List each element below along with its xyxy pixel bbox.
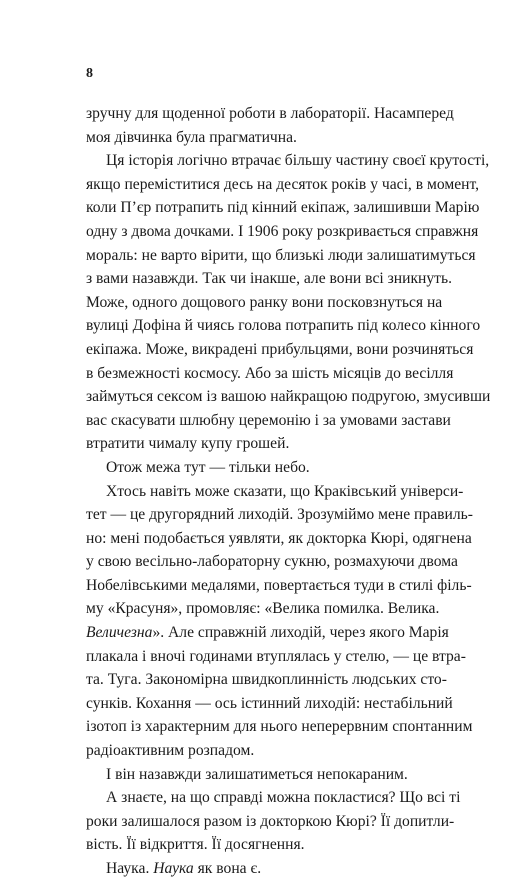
- text-line: зручну для щоденної роботи в лабораторії. Насамперед: [86, 105, 454, 122]
- text-line: Нобелівськими медалями, повертається туди в стилі філь-: [86, 576, 472, 594]
- text-line: одну з двома дочками. І 1906 року розкривається справжня: [86, 222, 479, 240]
- text-line: І він назавжди залишатиметься непокараним.: [106, 765, 408, 783]
- paragraph-5: [86, 763, 426, 787]
- text-line: роки залишалося разом із докторкою Кюрі? Її допитли-: [86, 812, 455, 830]
- text-line: Отож межа тут — тільки небо.: [106, 458, 310, 476]
- text-line: сунків. Кохання — ось істинний лиходій: нестабільний: [86, 694, 453, 712]
- paragraph-6: [86, 786, 461, 857]
- text-line: [86, 621, 449, 645]
- paragraph-2: [86, 149, 491, 456]
- text-line: радіоактивним розпадом.: [86, 742, 255, 760]
- text-line: з вами назавжди. Так чи інакше, але вони всі зникнуть.: [86, 270, 452, 288]
- italic-word: Наука: [153, 860, 194, 877]
- text-line: Ця історія логічно втрачає більшу частину своєї крутості,: [106, 152, 490, 170]
- text-line: екіпажа. Може, викрадені прибульцями, вони розчиняться: [86, 340, 474, 358]
- text-line: вість. Її відкриття. Її досягнення.: [86, 836, 305, 854]
- italic-word: Величезна: [86, 624, 153, 642]
- paragraph-3: [86, 456, 426, 480]
- text-line: Може, одного дощового ранку вони посковзнуться на: [86, 293, 443, 311]
- text-line: но: мені подобається уявляти, як докторка Кюрі, одягнена: [86, 529, 472, 547]
- text-line: мораль: не варто вірити, що близькі люди залишатимуться: [86, 246, 476, 264]
- text-line: плакала і вночі годинами втуплялась у стелю, — це втра-: [86, 647, 466, 665]
- text-line: та. Туга. Закономірна швидкоплинність людських сто-: [86, 671, 447, 689]
- body-text: [86, 102, 491, 881]
- text-line: моя дівчинка була прагматична.: [86, 128, 297, 146]
- paragraph-4: [86, 480, 473, 763]
- text-line: у свою весільно-лабораторну сукню, розмахуючи двома: [86, 553, 458, 571]
- text-fragment: ». Але справжній лиходій, через якого Марія: [152, 624, 449, 642]
- text-line: ізотоп із характерним для нього неперервним спонтанним: [86, 718, 473, 736]
- text-line: коли П’єр потрапить під кінний екіпаж, залишивши Марію: [86, 199, 480, 217]
- text-line: тет — це другорядний лиходій. Зрозуміймо мене правиль-: [86, 506, 473, 524]
- text-line: займуться сексом із вашою найкращою подругою, змусивши: [86, 388, 491, 406]
- paragraph-1: [86, 102, 454, 149]
- text-fragment: як вона є.: [193, 860, 262, 877]
- text-line: в безмежності космосу. Або за шість місяців до весілля: [86, 364, 454, 382]
- paragraph-7: [86, 857, 426, 881]
- text-line: [86, 857, 426, 881]
- text-line: якщо переміститися десь на десяток років у часі, в момент,: [86, 175, 480, 193]
- text-line: Хтось навіть може сказати, що Краківський універси-: [106, 482, 464, 500]
- text-line: втратити чималу купу грошей.: [86, 435, 290, 453]
- text-line: А знаєте, на що справді можна покластися? Що всі ті: [106, 789, 461, 807]
- page-number: 8: [86, 66, 93, 81]
- text-line: вас скасувати шлюбну церемонію і за умовами застави: [86, 411, 451, 429]
- text-line: му «Красуня», промовляє: «Велика помилка. Велика.: [86, 600, 440, 618]
- text-fragment: Наука.: [106, 860, 154, 877]
- text-line: вулиці Дофіна й чиясь голова потрапить під колесо кінного: [86, 317, 481, 335]
